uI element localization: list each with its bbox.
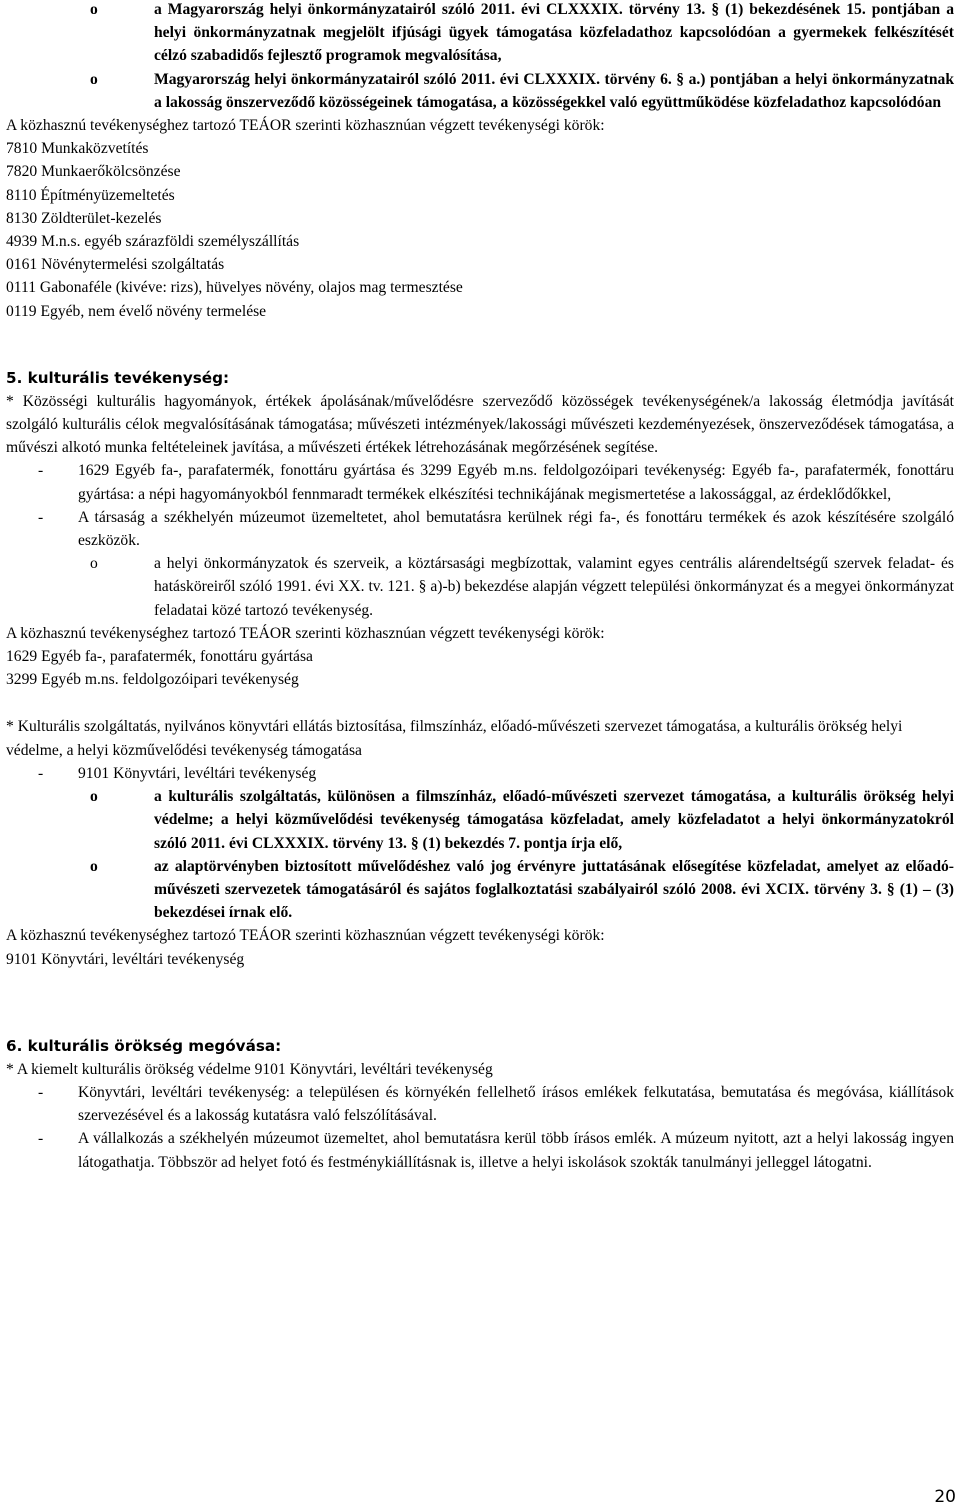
teaor-item: 7810 Munkaközvetítés	[6, 140, 149, 158]
sub-item	[6, 552, 954, 622]
list-item-text: a kulturális szolgáltatás, különösen a filmszínház, előadó-művészeti szervezet támogatása, a kulturális örökség helyi védelme; a helyi közművelődési tevékenység támogatása közfeladat, amely közfeladatot a helyi önkormányzatokról szóló 2011. évi CLXXXIX. törvény 13. § (1) bekezdés 7. pontja írja elő,	[154, 788, 954, 852]
dash-item	[6, 762, 954, 785]
teaor-item: 8110 Építményüzemeltetés	[6, 186, 175, 204]
bullet-marker: o	[90, 1, 98, 18]
dash-item	[6, 1127, 954, 1173]
dash-item	[6, 459, 954, 505]
teaor-item: 9101 Könyvtári, levéltári tevékenység	[6, 950, 245, 968]
teaor-item: 7820 Munkaerőkölcsönzése	[6, 163, 181, 181]
teaor-intro: A közhasznú tevékenységhez tartozó TEÁOR szerinti közhasznúan végzett tevékenységi körök:	[6, 117, 605, 135]
teaor-item: 0161 Növénytermelési szolgáltatás	[6, 256, 225, 274]
dash-marker: -	[38, 1083, 44, 1101]
list-item-text: a Magyarország helyi önkormányzatairól szóló 2011. évi CLXXXIX. törvény 13. § (1) bekezdésének 15. pontjában a helyi önkormányzatnak megjelölt ifjúsági ügyek támogatása közfeladathoz kapcsolódóan a gyermekek felkészítését célzó szabadidős fejlesztő programok megvalósítása,	[154, 1, 954, 65]
teaor-intro: A közhasznú tevékenységhez tartozó TEÁOR szerinti közhasznúan végzett tevékenységi körök:	[6, 927, 605, 945]
list-item-text: az alaptörvényben biztosított művelődéshez való jog érvényre juttatásának elősegítése közfeladat, amelyet az előadó-művészeti szervezetek támogatásáról és sajátos foglalkoztatási szabályairól szóló 2008. évi XCIX. törvény 3. § (1) – (3) bekezdései írnak elő.	[154, 857, 954, 922]
dash-item	[6, 506, 954, 552]
bullet-marker: o	[90, 555, 98, 573]
teaor-item: 0119 Egyéb, nem évelő növény termelése	[6, 302, 267, 320]
section-heading: 6. kulturális örökség megóvása:	[6, 1036, 282, 1055]
teaor-item: 0111 Gabonaféle (kivéve: rizs), hüvelyes növény, olajos mag termesztése	[6, 279, 463, 297]
dash-item-text: 1629 Egyéb fa-, parafatermék, fonottáru gyártása és 3299 Egyéb m.ns. feldolgozóipari tevékenység: Egyéb fa-, parafatermék, fonottáru gyártása: a népi hagyományokból fennmaradt termékek elkészítési technikájának megismertetése a lakossággal, az érdeklődőkkel,	[78, 462, 954, 503]
dash-item-text: A társaság a székhelyén múzeumot üzemeltetet, ahol bemutatásra kerülnek régi fa-, és fonottáru termékek és azok készítésére szolgáló eszközök.	[78, 508, 954, 550]
list-item	[6, 855, 954, 925]
list-item	[6, 68, 954, 114]
dash-item-text: 9101 Könyvtári, levéltári tevékenység	[78, 764, 317, 782]
section-intro: * Kulturális szolgáltatás, nyilvános könyvtári ellátás biztosítása, filmszínház, előadó-művészeti szervezet támogatása, a kulturális örökség helyi védelme, a helyi közművelődési tevékenység támogatása	[6, 718, 903, 759]
list-item	[6, 785, 954, 855]
dash-item	[6, 1081, 954, 1127]
list-item-text: Magyarország helyi önkormányzatairól szóló 2011. évi CLXXXIX. törvény 6. § a.) pontjában a helyi önkormányzatnak a lakosság önszerveződő közösségeinek támogatása, a közösségekkel való együttműködése közfeladathoz kapcsolódóan	[154, 70, 954, 111]
teaor-item: 4939 M.n.s. egyéb szárazföldi személyszállítás	[6, 233, 300, 251]
dash-marker: -	[38, 462, 44, 480]
page-number: 20	[934, 1486, 956, 1507]
dash-item-text: A vállalkozás a székhelyén múzeumot üzemeltet, ahol bemutatásra kerül több írásos emlék. A múzeum nyitott, azt a helyi lakosság ingyen látogathatja. Többször ad helyet fotó és festménykiállításnak is, illetve a helyi iskolások szokták tanulmányi jelleggel látogatni.	[78, 1130, 954, 1171]
dash-marker: -	[38, 764, 44, 782]
bullet-marker: o	[90, 857, 98, 875]
dash-marker: -	[38, 1130, 44, 1148]
sub-item-text: a helyi önkormányzatok és szerveik, a köztársasági megbízottak, valamint egyes centrális alárendeltségű szervek feladat- és hatásköreiről szóló 1991. évi XX. tv. 121. § a)-b) bekezdése alapján végzett települési önkormányzat és a megyei önkormányzat feladatai közé tartozó tevékenység.	[154, 555, 954, 619]
document-page	[6, 0, 954, 1174]
bullet-marker: o	[90, 70, 98, 88]
section-intro: * A kiemelt kulturális örökség védelme 9101 Könyvtári, levéltári tevékenység	[6, 1060, 493, 1078]
teaor-item: 1629 Egyéb fa-, parafatermék, fonottáru gyártása	[6, 648, 313, 666]
teaor-item: 3299 Egyéb m.ns. feldolgozóipari tevékenység	[6, 671, 299, 689]
dash-item-text: Könyvtári, levéltári tevékenység: a településen és környékén fellelhető írásos emlékek felkutatása, bemutatása és megóvása, kiállítások szervezésével és a lakosság kutatásra való felszólításával.	[78, 1083, 954, 1125]
bullet-marker: o	[90, 788, 98, 806]
dash-marker: -	[38, 508, 44, 526]
section-intro: * Közösségi kulturális hagyományok, értékek ápolásának/művelődésre szerveződő közösségek tevékenységének/a lakosság életmódja javítását szolgáló kulturális célok megvalósításának támogatása; művészeti intézmények/lakossági művészeti kezdeményezések, önszerveződések támogatása, a művészi alkotó munka feltételeinek javítása, a művészeti értékek létrehozásának megőrzésének segítése.	[6, 392, 954, 457]
section-heading: 5. kulturális tevékenység:	[6, 368, 230, 387]
list-item	[6, 0, 954, 68]
teaor-intro: A közhasznú tevékenységhez tartozó TEÁOR szerinti közhasznúan végzett tevékenységi körök:	[6, 624, 605, 642]
teaor-item: 8130 Zöldterület-kezelés	[6, 209, 162, 227]
